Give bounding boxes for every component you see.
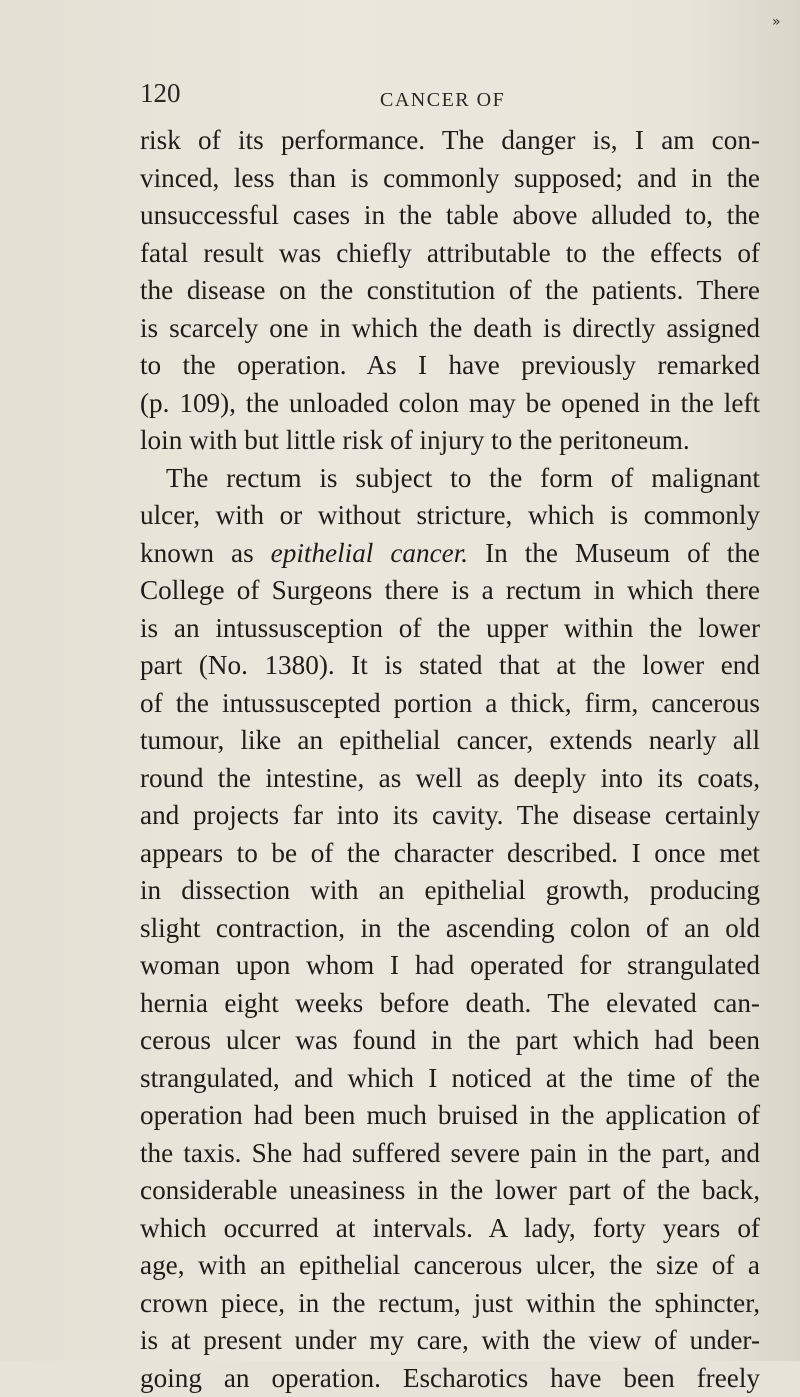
text-line: to the operation. As I have previously remarked <box>140 347 760 385</box>
text-line: slight contraction, in the ascending colon of an old <box>140 910 760 948</box>
text-line: cerous ulcer was found in the part which had been <box>140 1022 760 1060</box>
text-line: operation had been much bruised in the application of <box>140 1097 760 1135</box>
text-line: age, with an epithelial cancerous ulcer, the size of a <box>140 1247 760 1285</box>
text-line: tumour, like an epithelial cancer, extends nearly all <box>140 722 760 760</box>
paragraph-start-line: The rectum is subject to the form of malignant <box>140 460 760 498</box>
text-segment: In the Museum of the <box>485 538 760 568</box>
body-text <box>140 122 760 1397</box>
text-line: is at present under my care, with the view of under- <box>140 1322 760 1360</box>
text-line: crown piece, in the rectum, just within the sphincter, <box>140 1285 760 1323</box>
text-line: vinced, less than is commonly supposed; and in the <box>140 160 760 198</box>
text-line: the taxis. She had suffered severe pain in the part, and <box>140 1135 760 1173</box>
text-line: in dissection with an epithelial growth, producing <box>140 872 760 910</box>
text-line: is scarcely one in which the death is directly assigned <box>140 310 760 348</box>
page-number: 120 <box>140 78 181 109</box>
text-line: round the intestine, as well as deeply into its coats, <box>140 760 760 798</box>
text-segment: known as <box>140 538 254 568</box>
text-line: part (No. 1380). It is stated that at the lower end <box>140 647 760 685</box>
text-line-with-italic <box>140 535 760 573</box>
running-head: CANCER OF <box>380 89 505 112</box>
text-line: (p. 109), the unloaded colon may be opened in the left <box>140 385 760 423</box>
text-line: which occurred at intervals. A lady, forty years of <box>140 1210 760 1248</box>
text-line: loin with but little risk of injury to the peritoneum. <box>140 422 760 460</box>
text-line: is an intussusception of the upper within the lower <box>140 610 760 648</box>
text-line: woman upon whom I had operated for strangulated <box>140 947 760 985</box>
text-line: appears to be of the character described. I once met <box>140 835 760 873</box>
text-line: ulcer, with or without stricture, which is commonly <box>140 497 760 535</box>
text-line: hernia eight weeks before death. The elevated can- <box>140 985 760 1023</box>
text-line: the disease on the constitution of the patients. There <box>140 272 760 310</box>
text-line: considerable uneasiness in the lower part of the back, <box>140 1172 760 1210</box>
text-line: unsuccessful cases in the table above alluded to, the <box>140 197 760 235</box>
text-line: going an operation. Escharotics have been freely <box>140 1360 760 1397</box>
text-line: risk of its performance. The danger is, I am con- <box>140 122 760 160</box>
text-line: College of Surgeons there is a rectum in which there <box>140 572 760 610</box>
corner-mark: » <box>772 14 781 30</box>
text-line: of the intussuscepted portion a thick, firm, cancerous <box>140 685 760 723</box>
text-line: and projects far into its cavity. The disease certainly <box>140 797 760 835</box>
text-line: fatal result was chiefly attributable to the effects of <box>140 235 760 273</box>
text-line: strangulated, and which I noticed at the time of the <box>140 1060 760 1098</box>
italic-term: epithelial cancer. <box>271 538 468 568</box>
